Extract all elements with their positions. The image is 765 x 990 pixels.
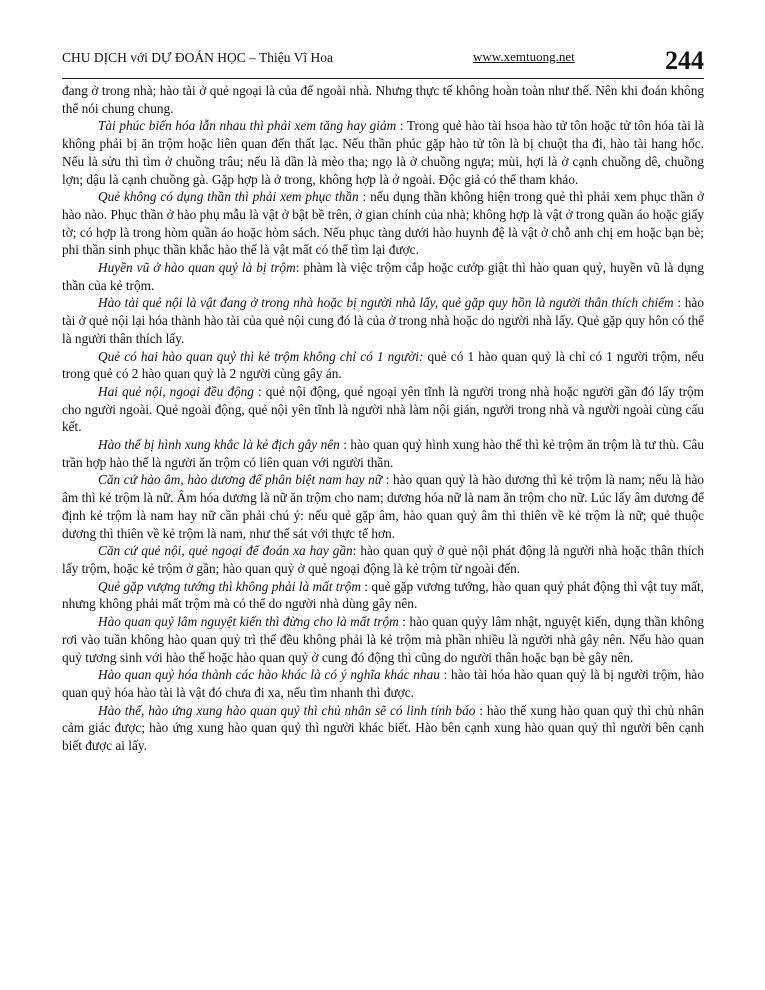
- page-body: [62, 82, 704, 755]
- paragraph-heading: Quẻ không có dụng thần thì phải xem phục thần: [98, 189, 359, 205]
- book-title: CHU DỊCH với DỰ ĐOÁN HỌC – Thiệu Vĩ Hoa: [62, 50, 333, 65]
- paragraph-heading: Căn cứ quẻ nội, quẻ ngoại để đoán xa hay gần: [98, 543, 353, 559]
- paragraph-heading: Hào quan quỷ lâm nguyệt kiến thì đừng cho là mất trộm: [98, 614, 399, 630]
- paragraph-heading: Hào thế bị hình xung khắc là kẻ địch gây nên: [98, 437, 340, 453]
- paragraph: [62, 188, 704, 259]
- paragraph: [62, 82, 704, 117]
- paragraph-heading: Tài phúc biến hóa lẫn nhau thì phải xem tăng hay giảm: [98, 118, 397, 134]
- paragraph-text: đang ở trong nhà; hào tài ở quẻ ngoại là của để ngoài nhà. Nhưng thực tế không hoàn toàn như thế. Nên khi đoán không thể nói chung chung.: [62, 83, 704, 116]
- website-link[interactable]: www.xemtuong.net: [473, 49, 575, 64]
- paragraph-text: : hào tài hóa hào quan quỷ là bị người trộm, hào quan quỷ hóa hào tài là vật đó chưa đi xa, nếu tìm nhanh thì được.: [62, 667, 704, 700]
- paragraph: [62, 383, 704, 436]
- page-header: [62, 46, 704, 79]
- paragraph-text: : hào quan quỷ ở quẻ nội phát động là người nhà hoặc thân thích lấy trộm, hoặc kẻ trộm ở gần; hào quan quỷ ở quẻ ngoại động là kẻ trộm từ ngoài đến.: [62, 543, 704, 576]
- paragraph: [62, 348, 704, 383]
- paragraph-text: : hào quan quỷ hình xung hào thế thì kẻ trộm ăn trộm là tư thù. Câu trần hợp hào thế là người ăn trộm có liên quan với người thần.: [62, 437, 704, 470]
- paragraph-heading: Huyền vũ ở hào quan quỷ là bị trộm: [98, 260, 296, 276]
- paragraph: [62, 542, 704, 577]
- page-number: 244: [665, 46, 704, 75]
- paragraph-text: : nếu dụng thần không hiện trong quẻ thì phải xem phục thần ở hào nào. Phục thần ở hào phụ mẫu là vật ở bật bề trên, ở gian chính của nhà; không hợp là vật ở trong quần áo hoặc giấy tờ; có hợp là trong hòm quần áo hoặc hòm sách. Nếu phục tàng dưới hào huynh đệ là vật ở chỗ anh chị em hoặc bạn bè; phi thần sinh phục thần khắc hào thế là vật mất có thể tìm lại được.: [62, 189, 705, 258]
- paragraph: [62, 471, 704, 542]
- paragraph-heading: Hào quan quỷ hóa thành các hào khác là có ý nghĩa khác nhau: [98, 667, 440, 683]
- paragraph: [62, 259, 704, 294]
- paragraph: [62, 666, 704, 701]
- paragraph-text: : phàm là việc trộm cắp hoặc cướp giật thì hào quan quỷ, huyền vũ là dụng thần của kẻ trộm.: [62, 260, 704, 293]
- paragraph: [62, 613, 704, 666]
- paragraph-text: : hào quan quỷy lâm nhật, nguyệt kiến, dụng thần không rơi vào tuần không hào quan quỷ trì thế đều không phải là kẻ trộm mà phần nhiều là người nhà gây nên. Nếu hào quan quỷ tương sinh với hào thế hoặc hào quan quỷ ở cung đó động thì cũng do người thân hoặc bạn bè gây nên.: [62, 614, 704, 665]
- paragraph-text: : quẻ gặp vương tướng, hào quan quỷ phát động thì vật tuy mất, nhưng không phải mất trộm mà có thể do người nhà dùng gây nên.: [62, 578, 705, 612]
- paragraph-text: : hào thế xung hào quan quỷ thì chủ nhân cảm giác được; hào ứng xung hào quan quỷ thì người khác biết. Hào bên cạnh xung hào quan quỷ thì người bên cạnh biết được ai lấy.: [62, 702, 704, 754]
- paragraph-heading: Hai quẻ nội, ngoại đều động: [98, 383, 254, 399]
- paragraph: [62, 294, 704, 347]
- paragraph-heading: Quẻ có hai hào quan quỷ thì kẻ trộm không chỉ có 1 người:: [98, 348, 424, 364]
- paragraph-text: : hào quan quỷ là hào dương thì kẻ trộm là nam; nếu là hào âm thì kẻ trộm là nữ. Âm hóa dương là nữ ăn trộm cho nam; dương hóa nữ là nam ăn trộm cho nữ. Lúc lấy âm dương để định kẻ trộm là nam hay nữ cần phải chú ý: nếu quẻ gặp âm, hào quan quỷ âm thì thiên về kẻ trộm là nữ; quẻ thuộc dương thì thiên về kẻ trộm là nam, như thế sát với thực tế hơn.: [62, 472, 705, 541]
- paragraph: [62, 578, 704, 613]
- paragraph-heading: Hào tài quẻ nội là vật đang ở trong nhà hoặc bị người nhà lấy, quẻ gặp quy hồn là người thân thích chiếm: [98, 295, 674, 311]
- paragraph-text: : hào tài ở quẻ nội lại hóa thành hào tài của quẻ nội cung đó là của ở trong nhà hoặc do người nhà lấy. Quẻ gặp quy hôn có thể là người thân thích lấy.: [62, 295, 704, 346]
- paragraph-heading: Hào thế, hào ứng xung hào quan quỷ thì chủ nhân sẽ có linh tính báo: [98, 702, 476, 718]
- paragraph-heading: Quẻ gặp vượng tướng thì không phải là mất trộm: [98, 578, 361, 594]
- paragraph-heading: Căn cứ hào âm, hào dương để phân biệt nam hay nữ: [98, 472, 383, 488]
- paragraph-text: : quẻ nội động, quẻ ngoại yên tĩnh là người trong nhà hoặc người gần đó lấy trộm cho người ngoài. Quẻ ngoài động, quẻ nội yên tĩnh là người nhà làm nội gián, người trong nhà và người ngoài cùng cấu kết.: [62, 383, 704, 435]
- paragraph: [62, 702, 704, 755]
- paragraph: [62, 436, 704, 471]
- paragraph: [62, 117, 704, 188]
- paragraph-text: quẻ có 1 hào quan quỷ là chỉ có 1 người trộm, nếu trong quẻ có 2 hào quan quỷ là 2 người cùng gây án.: [62, 348, 704, 382]
- paragraph-text: : Trong quẻ hào tài hsoa hào tử tôn hoặc tử tôn hóa tài là không phải bị ăn trộm hoặc liên quan đến thất lạc. Nếu thần phúc gặp hào tử tôn là bị chuột tha đi, hào tài hang hốc. Nếu là sửu thì tìm ở chuồng trâu; nếu là dần là mèo tha; ngọ là ở chuồng ngựa; mùi, hợi là ở cạnh chuồng dê, chuồng lợn; dậu là cạnh chuồng gà. Gặp hợp là ở trong, không hợp là ở ngoài. Độc giả có thể tham khảo.: [62, 118, 705, 187]
